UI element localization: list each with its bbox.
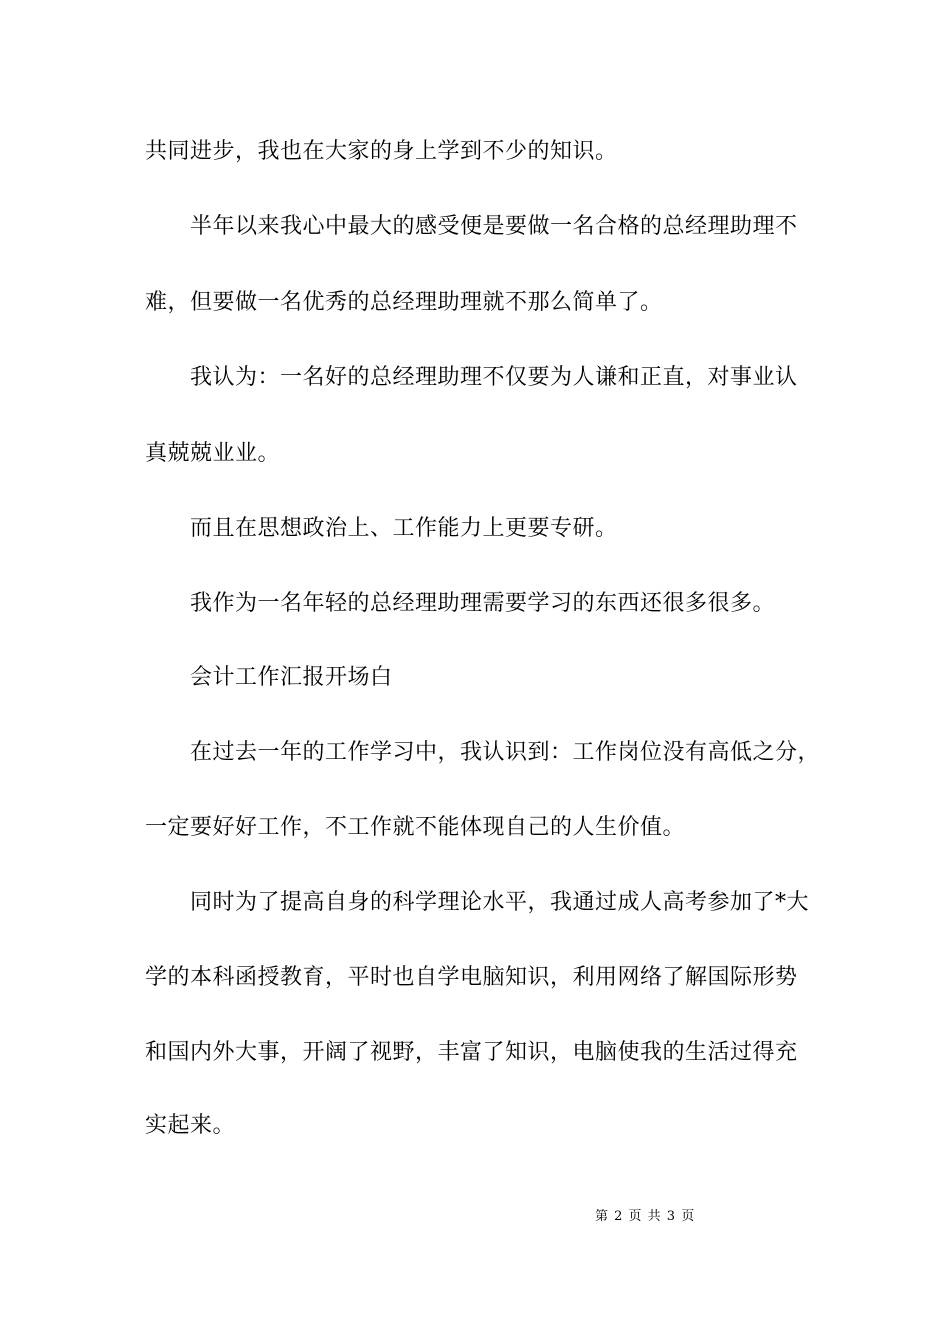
paragraph-line: 学的本科函授教育，平时也自学电脑知识，利用网络了解国际形势: [145, 965, 798, 990]
paragraph-line: 半年以来我心中最大的感受便是要做一名合格的总经理助理不: [190, 214, 798, 239]
paragraph-line: 同时为了提高自身的科学理论水平，我通过成人高考参加了*大: [190, 890, 810, 915]
paragraph-line: 真兢兢业业。: [145, 441, 281, 466]
section-heading: 会计工作汇报开场白: [190, 665, 393, 690]
paragraph-line: 共同进步，我也在大家的身上学到不少的知识。: [145, 139, 618, 164]
page-number-footer: 第 2 页 共 3 页: [595, 1209, 696, 1224]
paragraph-line: 在过去一年的工作学习中，我认识到：工作岗位没有高低之分，: [190, 740, 821, 765]
paragraph-line: 难，但要做一名优秀的总经理助理就不那么简单了。: [145, 290, 663, 315]
paragraph-line: 我作为一名年轻的总经理助理需要学习的东西还很多很多。: [190, 591, 776, 616]
paragraph-line: 我认为：一名好的总经理助理不仅要为人谦和正直，对事业认: [190, 365, 798, 390]
paragraph-line: 和国内外大事，开阔了视野，丰富了知识，电脑使我的生活过得充: [145, 1040, 798, 1065]
paragraph-line: 而且在思想政治上、工作能力上更要专研。: [190, 516, 618, 541]
paragraph-line: 实起来。: [145, 1113, 236, 1138]
paragraph-line: 一定要好好工作，不工作就不能体现自己的人生价值。: [145, 815, 686, 840]
